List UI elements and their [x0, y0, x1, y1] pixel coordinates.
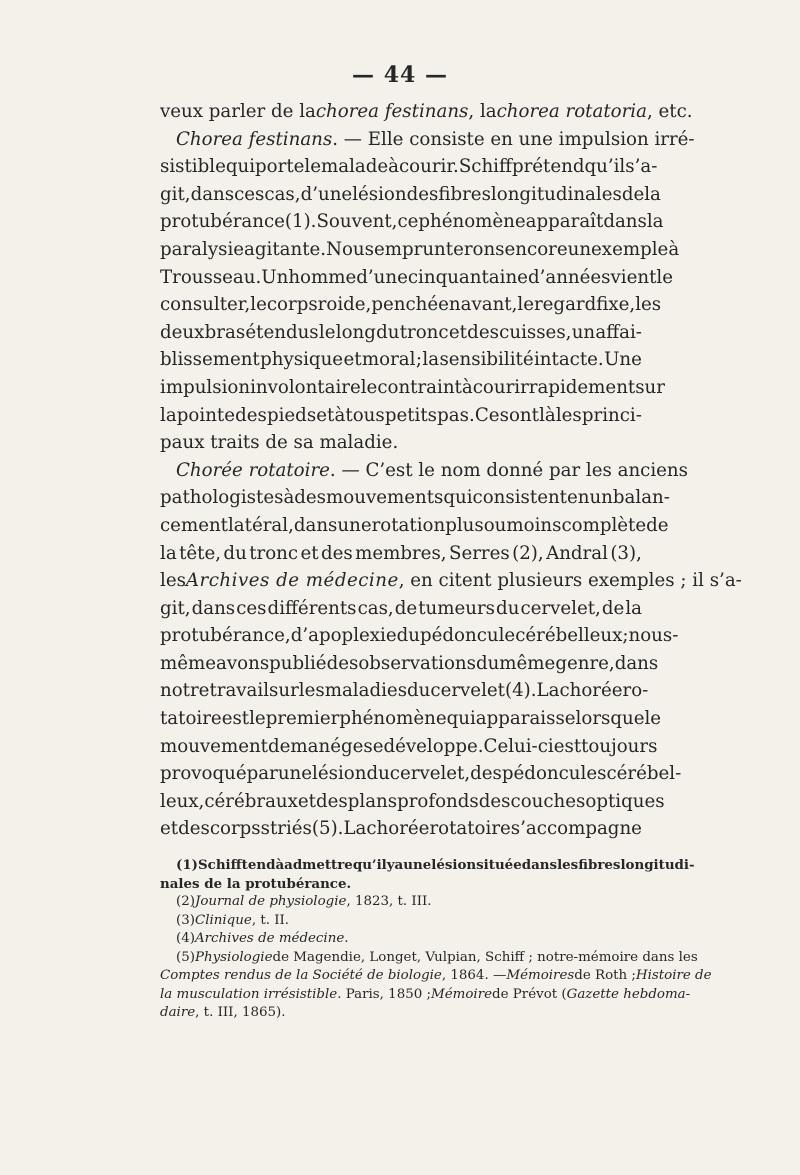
- footnote-5-cont: daire, t. III, 1865).: [160, 1005, 286, 1020]
- footnote-5-cont: la musculation irrésistible. Paris, 1850 ;Mémoirede Prévot (Gazette hebdoma-: [160, 986, 691, 1002]
- text-line: Chorée rotatoire. — C’est le nom donné par les anciens: [160, 457, 642, 485]
- footnote-1: (1) Schiff tend à admettre qu’il y a une lésion située dans les fibres longitudi-: [176, 857, 695, 873]
- footnote-4: (4)Archives de médecine.: [176, 931, 349, 946]
- page-number: — 44 —: [352, 62, 448, 88]
- text-line: protubérance (1). Souvent, ce phénomène apparaît dans la: [160, 211, 664, 233]
- body-text: [160, 98, 742, 843]
- text-line: sistible qui porte le malade à courir. Schiff prétend qu’il s’a-: [160, 156, 658, 178]
- footnote-2: (2)Journal de physiologie, 1823, t. III.: [176, 894, 432, 909]
- text-line: git, dans ces différents cas, de tumeurs du cervelet, de la: [160, 597, 642, 619]
- section-heading-choree-rotatoire: Chorée rotatoire: [176, 459, 330, 481]
- text-line: cement latéral, dans une rotation plus ou moins complète de: [160, 514, 669, 536]
- text-line: Chorea festinans. — Elle consiste en une impulsion irré-: [160, 126, 642, 154]
- text-line: notre travail sur les maladies du cervelet (4). La chorée ro-: [160, 680, 649, 702]
- text-line: leux, cérébraux et des plans profonds des couches optiques: [160, 790, 665, 812]
- footnotes: [160, 856, 712, 1023]
- text-line: Trousseau. Un homme d’une cinquantaine d’années vient le: [160, 266, 673, 288]
- text-line: même avons publié des observations du même genre, dans: [160, 652, 659, 674]
- text-line: protubérance, d’apoplexie du pédoncule cérébelleux ; nous-: [160, 625, 679, 647]
- text-line: consulter, le corps roide, penché en avant, le regard fixe, les: [160, 294, 662, 316]
- text-line: veux parler de lachorea festinans, lachorea rotatoria, etc.: [160, 101, 693, 122]
- text-line: la pointe des pieds et à tous petits pas. Ce sont là les princi-: [160, 404, 642, 426]
- footnote-5: (5)Physiologiede Magendie, Longet, Vulpian, Schiff ; notre-mémoire dans les: [176, 949, 698, 965]
- text-line: lesArchives de médecine, en citent plusieurs exemples ; il s’a-: [160, 570, 742, 592]
- text-line: pathologistes à des mouvements qui consistent en un balan-: [160, 487, 670, 509]
- text-line: tatoire est le premier phénomène qui apparaisse lorsque le: [160, 708, 662, 730]
- text-line: mouvement de manége se développe. Celui-ci est toujours: [160, 735, 658, 757]
- section-heading-chorea-festinans: Chorea festinans: [176, 128, 333, 150]
- text-line: paux traits de sa maladie.: [160, 432, 399, 454]
- text-line: et des corps striés (5). La chorée rotatoire s’accompagne: [160, 818, 642, 840]
- text-line: impulsion involontaire le contraint à courir rapidement sur: [160, 376, 665, 398]
- footnote-1-cont: nales de la protubérance.: [160, 875, 352, 892]
- text-line: blissement physique et moral ; la sensibilité intacte. Une: [160, 349, 642, 371]
- footnote-3: (3)Clinique, t. II.: [176, 912, 290, 928]
- text-line: la tête, du tronc et des membres, Serres (2), Andral (3),: [160, 542, 642, 564]
- text-line: git, dans ces cas, d’une lésion des fibres longitudinales de la: [160, 183, 661, 205]
- text-line: deux bras étendus le long du tronc et des cuisses, un affai-: [160, 321, 642, 343]
- text-line: provoqué par une lésion du cervelet, des pédoncules cérébel-: [160, 763, 682, 785]
- text-line: paralysie agitante. Nous emprunterons encore un exemple à: [160, 238, 680, 260]
- footnote-5-cont: Comptes rendus de la Société de biologie, 1864. —Mémoiresde Roth ;Histoire de: [160, 968, 712, 983]
